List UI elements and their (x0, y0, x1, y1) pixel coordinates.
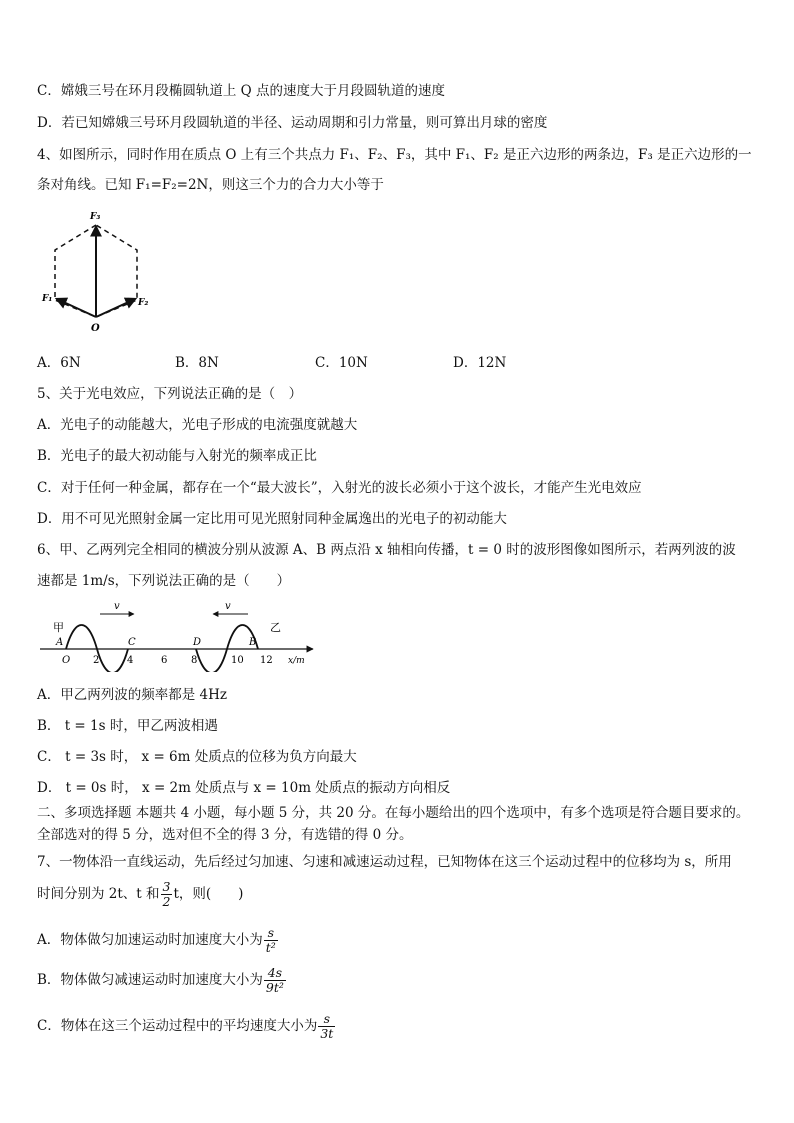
section-2-heading-1: 二、多项选择题 本题共 4 小题，每小题 5 分，共 20 分。在每小题给出的四个选项中，有多个选项是符合题目要求的。 (37, 805, 750, 821)
label-point-d: D (193, 637, 202, 648)
q5-stem: 5、关于光电效应，下列说法正确的是（ ） (37, 386, 303, 402)
tick-4: 4 (127, 655, 134, 666)
label-f3: F₃ (90, 212, 101, 222)
q4-option-d: D．12N (453, 355, 507, 371)
line-d-q3: D．若已知嫦娥三号环月段圆轨道的半径、运动周期和引力常量，则可算出月球的密度 (37, 115, 548, 131)
q7-option-c: C．物体在这三个运动过程中的平均速度大小为 $\frac{s}{3t}$ (37, 1011, 334, 1041)
section-2-heading-2: 全部选对的得 5 分，选对但不全的得 3 分，有选错的得 0 分。 (37, 827, 413, 843)
f1-vector (57, 299, 96, 317)
axis-label-x: x/m (288, 656, 305, 666)
label-point-b: B (249, 637, 257, 648)
label-o: O (91, 323, 100, 334)
q5-option-d: D．用不可见光照射金属一定比用可见光照射同种金属逸出的光电子的初动能大 (37, 511, 507, 527)
q6-stem-1: 6、甲、乙两列完全相同的横波分别从波源 A、B 两点沿 x 轴相向传播，t = 0 时的波形图像如图所示，若两列波的波 (37, 542, 736, 558)
tick-6: 6 (161, 655, 168, 666)
v-label-left: v (114, 601, 120, 612)
q6-option-b: B． t = 1s 时，甲乙两波相遇 (37, 718, 218, 734)
label-point-c: C (128, 637, 136, 648)
f2-vector (96, 299, 135, 317)
tick-12: 12 (260, 655, 273, 666)
q4-option-c: C．10N (315, 355, 368, 371)
tick-8: 8 (191, 655, 198, 666)
line-c-q3: C．嫦娥三号在环月段椭圆轨道上 Q 点的速度大于月段圆轨道的速度 (37, 83, 445, 99)
q7-stem-1: 7、一物体沿一直线运动，先后经过匀加速、匀速和减速运动过程，已知物体在这三个运动过程中的位移均为 s，所用 (37, 854, 732, 870)
q4-option-a: A．6N (37, 355, 81, 371)
q6-option-c: C． t = 3s 时， x = 6m 处质点的位移为负方向最大 (37, 749, 357, 765)
label-point-a: A (56, 637, 64, 648)
q4-stem-2: 条对角线。已知 F₁=F₂=2N，则这三个力的合力大小等于 (37, 177, 384, 193)
q6-option-a: A．甲乙两列波的频率都是 4Hz (37, 687, 228, 703)
wave-figure (38, 597, 318, 672)
q7-option-b: B．物体做匀减速运动时加速度大小为 $\frac{4s}{\text{9t²}}$ (37, 965, 284, 995)
tick-2: 2 (93, 655, 100, 666)
q7-stem-2 (37, 880, 243, 909)
q4-stem-1: 4、如图所示，同时作用在质点 O 上有三个共点力 F₁、F₂、F₃，其中 F₁、F₂ 是正六边形的两条边，F₃ 是正六边形的一 (37, 147, 752, 163)
label-f2: F₂ (138, 298, 149, 308)
q7-stem-2-post: t，则( ) (173, 886, 244, 902)
q5-option-c: C．对于任何一种金属，都存在一个“最大波长”，入射光的波长必须小于这个波长，才能产生光电效应 (37, 480, 642, 496)
hexagon-force-figure (30, 205, 170, 335)
label-yi: 乙 (270, 621, 281, 634)
q7-stem-2-pre: 时间分别为 2t、t 和 (37, 886, 160, 902)
label-origin: O (62, 655, 71, 666)
fraction-three-halves: $\frac{3}{2}$ (162, 879, 171, 909)
q6-stem-2: 速都是 1m/s，下列说法正确的是（ ） (37, 573, 291, 589)
fraction-s-over-3t: $\frac{s}{3t}$ (320, 1011, 334, 1041)
q4-option-b: B．8N (175, 355, 219, 371)
q6-option-d: D． t = 0s 时， x = 2m 处质点与 x = 10m 处质点的振动方向相反 (37, 780, 451, 796)
tick-10: 10 (231, 655, 244, 666)
label-f1: F₁ (42, 294, 53, 304)
v-label-right: v (225, 601, 231, 612)
q5-option-a: A．光电子的动能越大，光电子形成的电流强度就越大 (37, 417, 358, 433)
fraction-s-over-t2: $\frac{s}{\text{t²}}$ (265, 925, 276, 955)
q5-option-b: B．光电子的最大初动能与入射光的频率成正比 (37, 448, 317, 464)
fraction-4s-over-9t2: $\frac{4s}{\text{9t²}}$ (265, 965, 284, 995)
label-jia: 甲 (53, 621, 64, 634)
q7-option-a: A．物体做匀加速运动时加速度大小为 $\frac{s}{\text{t²}}$ (37, 925, 276, 955)
